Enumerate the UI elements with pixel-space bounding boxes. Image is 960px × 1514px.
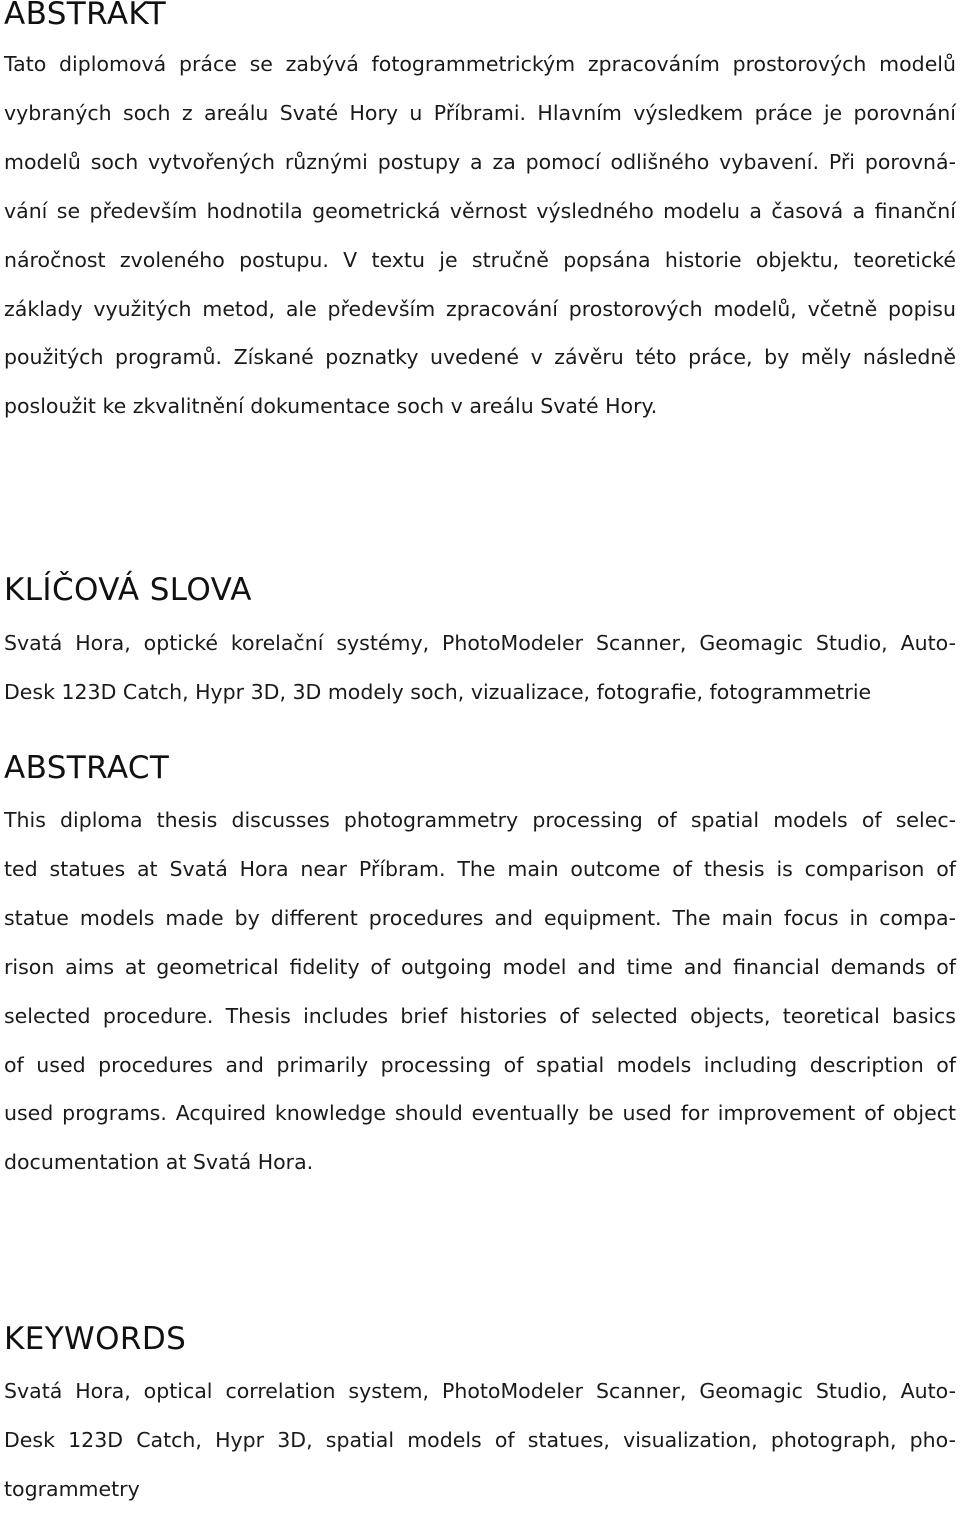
text-line: used programs. Acquired knowledge should eventually be used for improvement of object [4, 1101, 956, 1126]
abstrakt-heading: ABSTRAKT [4, 0, 167, 32]
text-line: základy využitých metod, ale především zpracování prostorových modelů, včetně popisu [4, 296, 956, 321]
text-line: Svatá Hora, optical correlation system, PhotoModeler Scanner, Geomagic Studio, Auto- [4, 1379, 956, 1403]
text-line: posloužit ke zkvalitnění dokumentace soch v areálu Svaté Hory. [4, 394, 658, 419]
klicova-slova-heading: KLÍČOVÁ SLOVA [4, 572, 252, 608]
text-line: modelů soch vytvořených různými postupy a za pomocí odlišného vybavení. Při porovná- [4, 149, 956, 174]
text-line: statue models made by different procedures and equipment. The main focus in compa- [4, 905, 956, 930]
text-line: togrammetry [4, 1476, 140, 1501]
keywords-paragraph [4, 1367, 956, 1514]
text-line: This diploma thesis discusses photogrammetry processing of spatial models of selec- [4, 808, 956, 832]
abstrakt-section [4, 0, 956, 419]
text-line: vybraných soch z areálu Svaté Hory u Příbrami. Hlavním výsledkem práce je porovnání [4, 100, 956, 125]
text-line: ted statues at Svatá Hora near Příbram. The main outcome of thesis is comparison of [4, 856, 956, 881]
text-line: of used procedures and primarily processing of spatial models including description of [4, 1052, 956, 1077]
keywords-heading: KEYWORDS [4, 1321, 187, 1357]
abstract-section [4, 750, 956, 1175]
abstract-heading: ABSTRACT [4, 750, 170, 786]
text-line: selected procedure. Thesis includes brief histories of selected objects, teoretical basics [4, 1003, 956, 1028]
text-line: použitých programů. Získané poznatky uvedené v závěru této práce, by měly následně [4, 345, 956, 370]
klicova-slova-paragraph [4, 619, 956, 717]
text-line: vání se především hodnotila geometrická věrnost výsledného modelu a časová a finanční [4, 198, 956, 223]
text-line: rison aims at geometrical fidelity of outgoing model and time and financial demands of [4, 954, 956, 979]
text-line: documentation at Svatá Hora. [4, 1150, 314, 1175]
text-line: náročnost zvoleného postupu. V textu je stručně popsána historie objektu, teoretické [4, 247, 956, 272]
text-line: Tato diplomová práce se zabývá fotogrammetrickým zpracováním prostorových modelů [4, 52, 956, 76]
text-line: Desk 123D Catch, Hypr 3D, spatial models of statues, visualization, photograph, pho- [4, 1427, 956, 1452]
klicova-slova-section [4, 572, 956, 704]
keywords-section [4, 1321, 956, 1501]
abstract-paragraph [4, 796, 956, 1187]
text-line: Desk 123D Catch, Hypr 3D, 3D modely soch, vizualizace, fotografie, fotogrammetrie [4, 679, 872, 704]
abstrakt-paragraph [4, 40, 956, 431]
text-line: Svatá Hora, optické korelační systémy, PhotoModeler Scanner, Geomagic Studio, Auto- [4, 631, 956, 655]
